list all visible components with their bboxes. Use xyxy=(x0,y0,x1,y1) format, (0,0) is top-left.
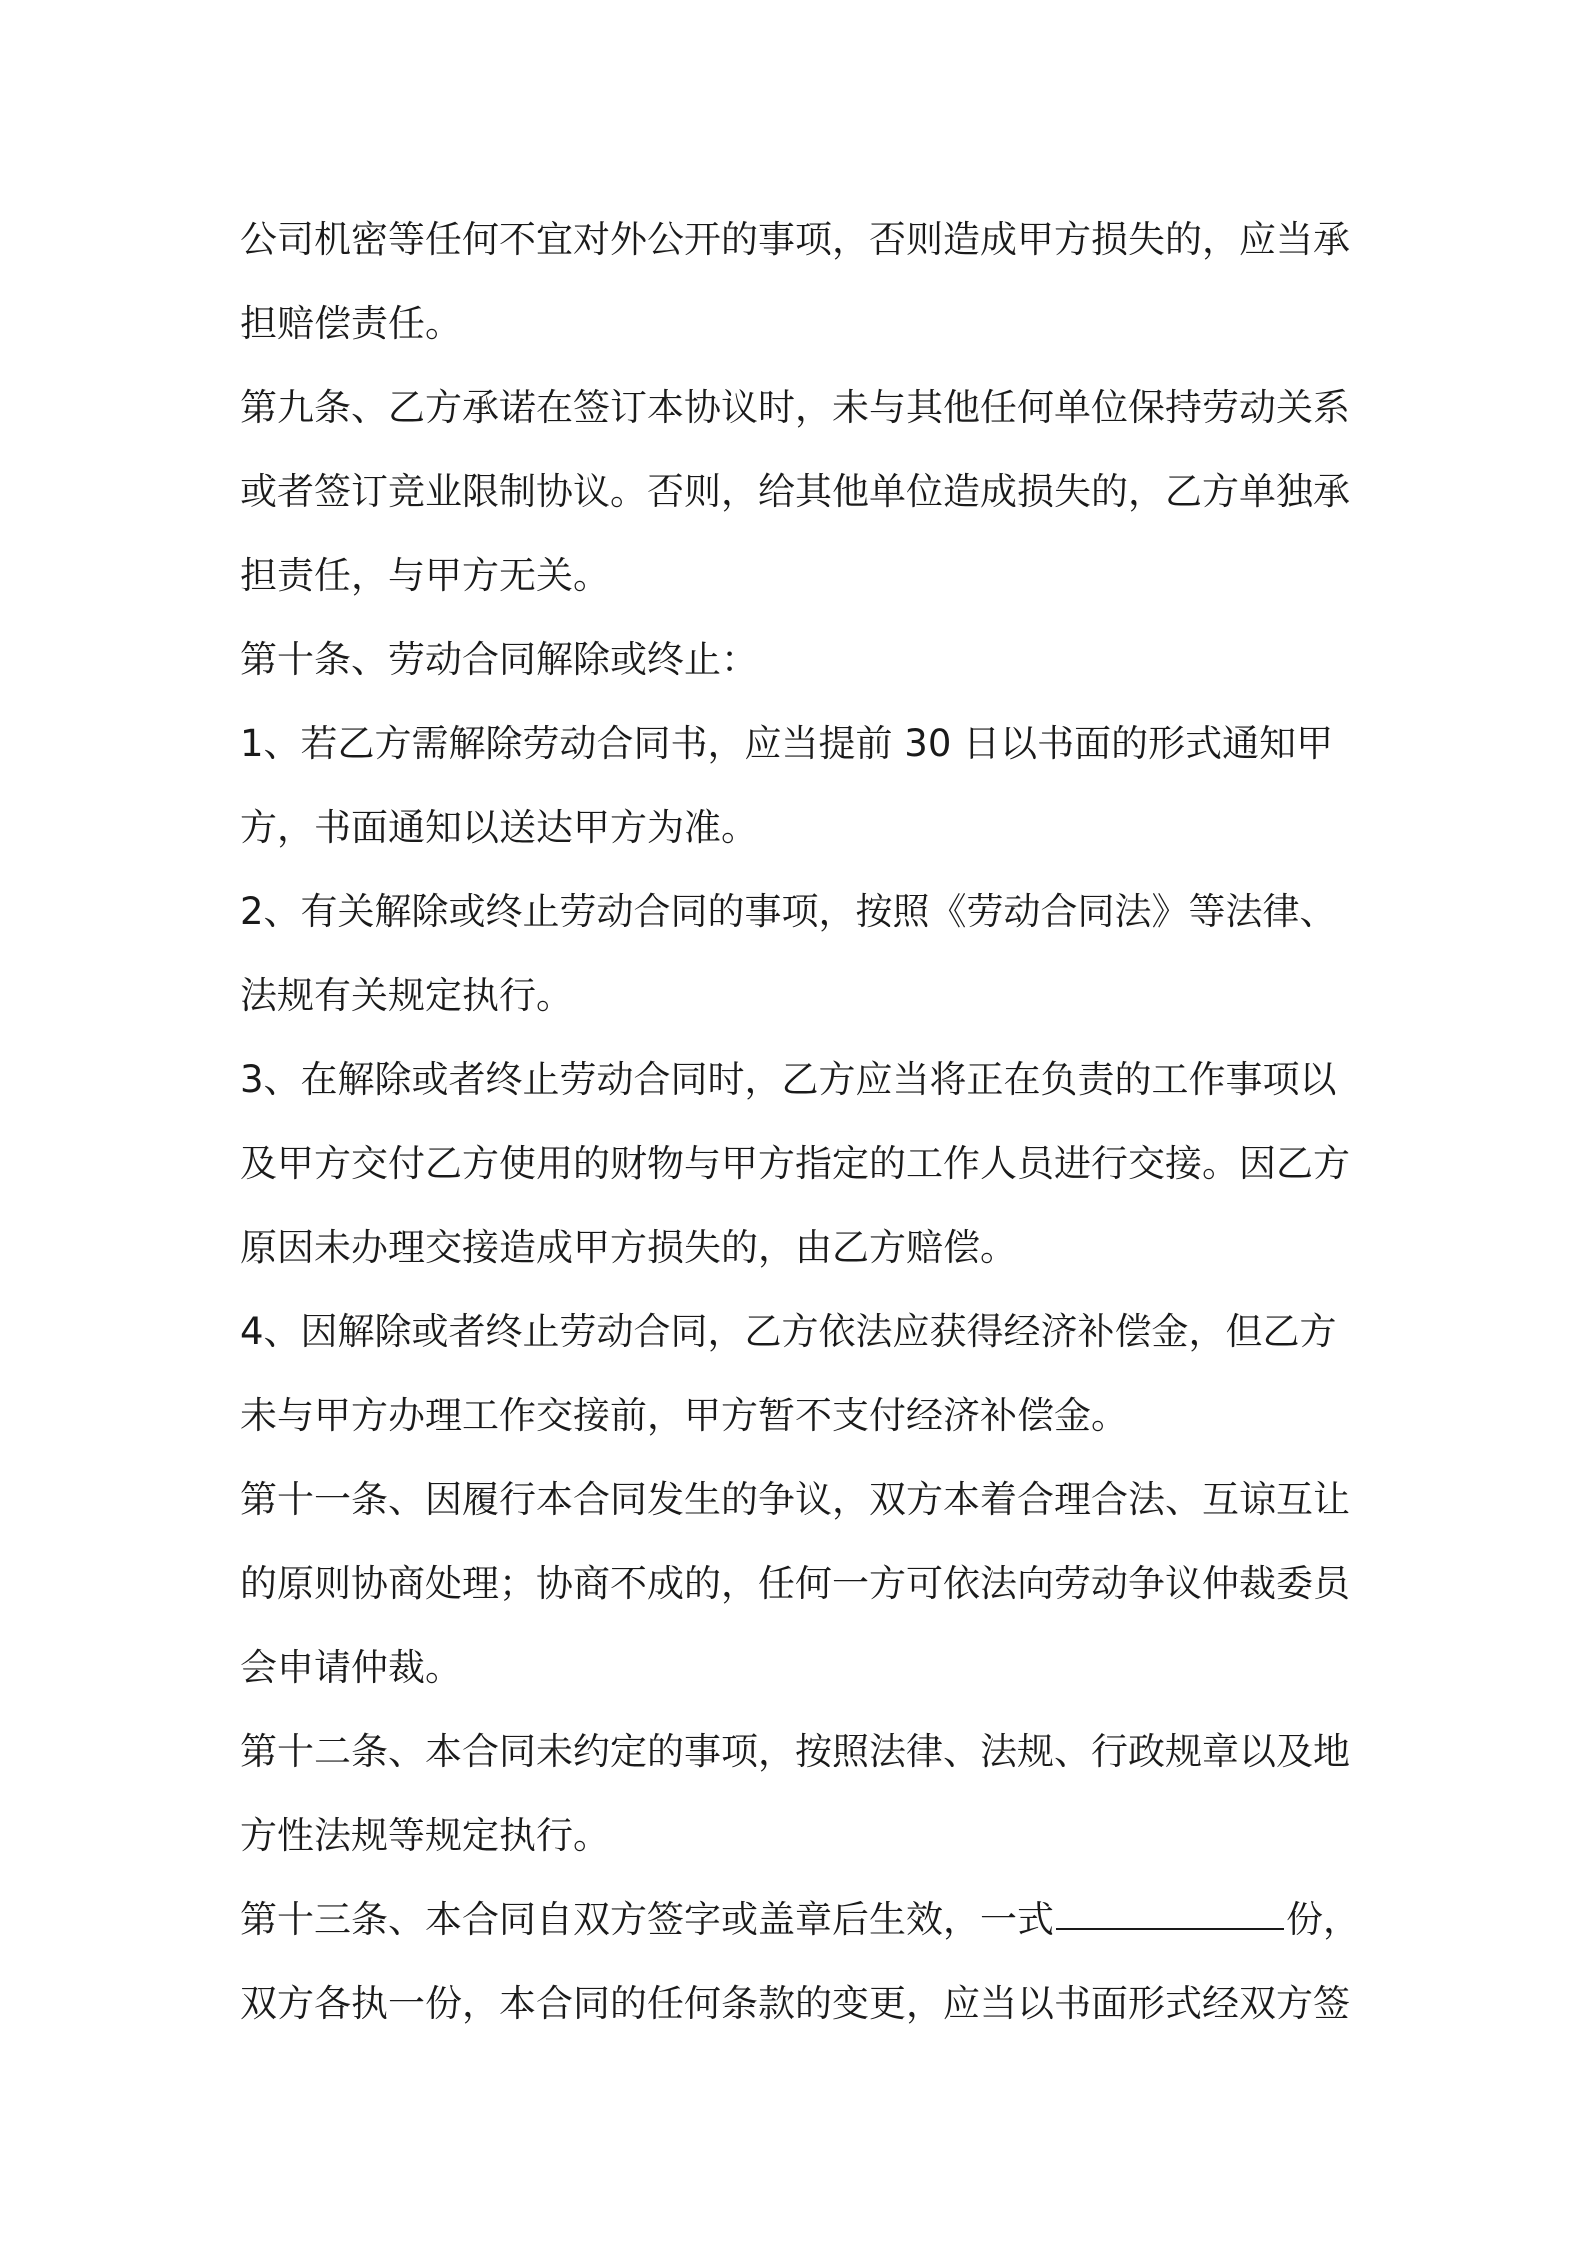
text-line: 担责任，与甲方无关。 xyxy=(240,554,610,597)
text-line: 担赔偿责任。 xyxy=(240,302,462,345)
text-line: 1、若乙方需解除劳动合同书，应当提前 30 日以书面的形式通知甲 xyxy=(240,722,1334,765)
article-heading: 第十条、劳动合同解除或终止： xyxy=(240,638,758,681)
text-line: 公司机密等任何不宜对外公开的事项，否则造成甲方损失的，应当承 xyxy=(240,218,1350,261)
text-line: 的原则协商处理；协商不成的，任何一方可依法向劳动争议仲裁委员 xyxy=(240,1562,1350,1605)
text-line: 第九条、乙方承诺在签订本协议时，未与其他任何单位保持劳动关系 xyxy=(240,386,1350,429)
document-body xyxy=(240,198,1360,2046)
text-line: 及甲方交付乙方使用的财物与甲方指定的工作人员进行交接。因乙方 xyxy=(240,1142,1350,1185)
text-line: 3、在解除或者终止劳动合同时，乙方应当将正在负责的工作事项以 xyxy=(240,1058,1337,1101)
text-line: 2、有关解除或终止劳动合同的事项，按照《劳动合同法》等法律、 xyxy=(240,890,1337,933)
text-line: 第十二条、本合同未约定的事项，按照法律、法规、行政规章以及地 xyxy=(240,1730,1350,1773)
text-line: 法规有关规定执行。 xyxy=(240,974,573,1017)
text-line: 方性法规等规定执行。 xyxy=(240,1814,610,1857)
article-13-suffix: 份， xyxy=(1286,1898,1360,1941)
text-line: 会申请仲裁。 xyxy=(240,1646,462,1689)
text-line: 未与甲方办理工作交接前，甲方暂不支付经济补偿金。 xyxy=(240,1394,1128,1437)
copies-blank-underline xyxy=(1056,1927,1284,1930)
text-line: 或者签订竞业限制协议。否则，给其他单位造成损失的，乙方单独承 xyxy=(240,470,1350,513)
text-line: 方，书面通知以送达甲方为准。 xyxy=(240,806,758,849)
text-line: 原因未办理交接造成甲方损失的，由乙方赔偿。 xyxy=(240,1226,1017,1269)
text-line: 第十一条、因履行本合同发生的争议，双方本着合理合法、互谅互让 xyxy=(240,1478,1350,1521)
text-line: 4、因解除或者终止劳动合同，乙方依法应获得经济补偿金，但乙方 xyxy=(240,1310,1337,1353)
article-13-text: 第十三条、本合同自双方签字或盖章后生效，一式 xyxy=(240,1898,1054,1941)
article-13-line xyxy=(240,1878,1360,1962)
text-line: 双方各执一份，本合同的任何条款的变更，应当以书面形式经双方签 xyxy=(240,1982,1350,2025)
